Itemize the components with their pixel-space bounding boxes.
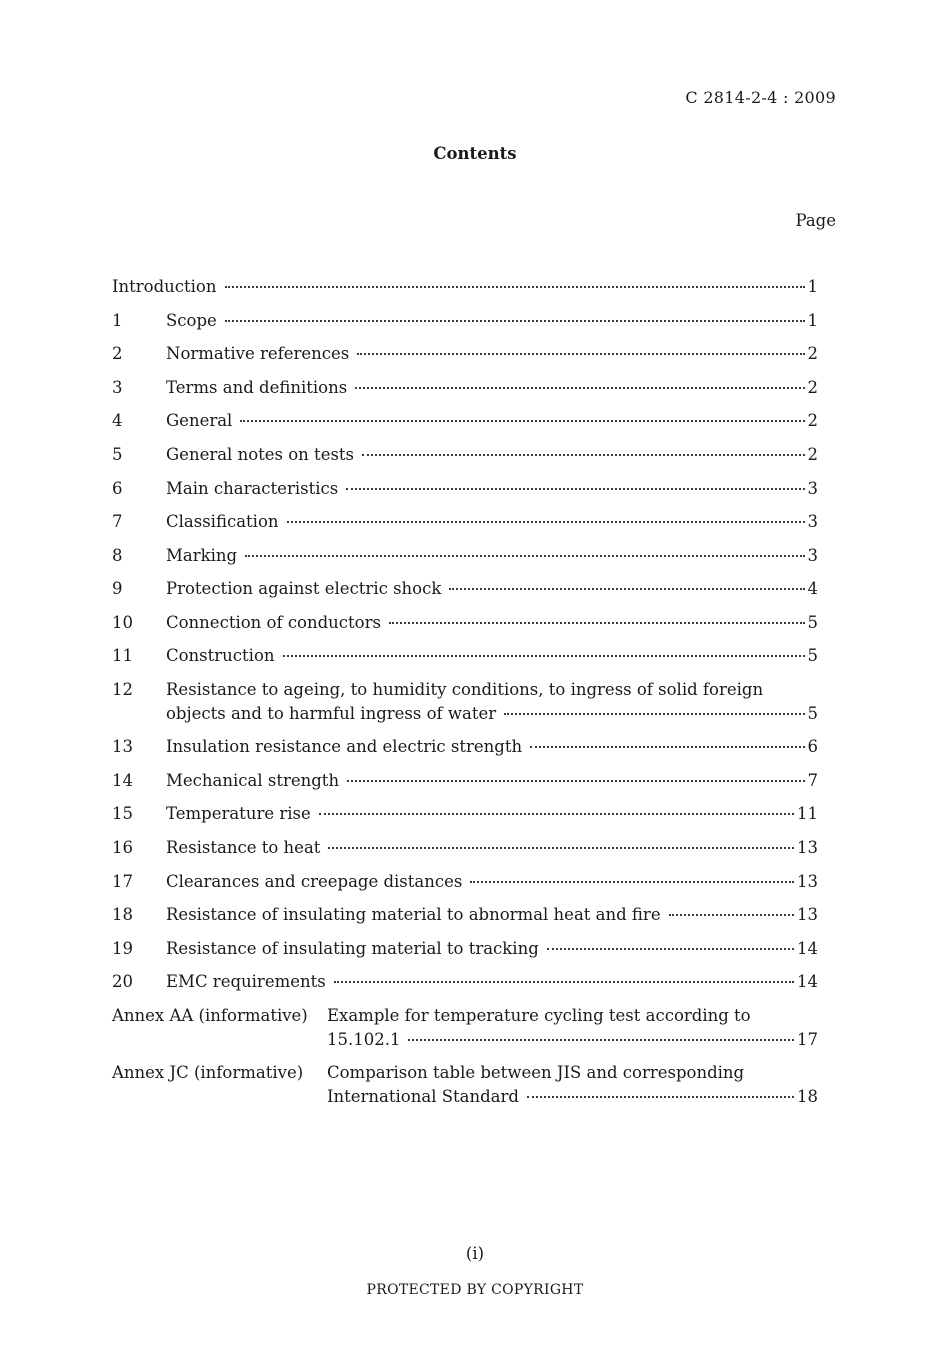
toc-entry-number: 7 [112, 512, 123, 531]
dot-leader [240, 419, 804, 422]
toc-entry[interactable] [112, 644, 818, 668]
toc-entry-number: 13 [112, 737, 133, 756]
toc-entry-page: 5 [807, 646, 818, 665]
toc-entry-title: Introduction [112, 277, 217, 296]
dot-leader [669, 913, 794, 916]
toc-entry[interactable] [112, 611, 818, 635]
toc-entry-number: 2 [112, 344, 123, 363]
dot-leader [408, 1038, 794, 1041]
toc-entry-page: 13 [797, 905, 818, 924]
toc-entry[interactable] [112, 870, 818, 894]
toc-entry-page: 7 [807, 771, 818, 790]
toc-entry-page: 3 [807, 512, 818, 531]
toc-entry[interactable] [112, 376, 818, 400]
toc-entry-page: 4 [807, 579, 818, 598]
toc-entry-title: Normative references [166, 344, 350, 363]
dot-leader [527, 1095, 794, 1098]
annex-title-line1: Comparison table between JIS and corresponding [327, 1063, 745, 1082]
toc-entry[interactable] [112, 544, 818, 568]
toc-entry-page: 14 [797, 939, 818, 958]
toc-entry-title: Resistance of insulating material to tracking [166, 939, 539, 958]
toc-entry-page: 13 [797, 872, 818, 891]
toc-entry-title: Protection against electric shock [166, 579, 442, 598]
annex-page: 18 [797, 1087, 818, 1106]
toc-entry-title: Terms and definitions [166, 378, 348, 397]
toc-entry[interactable] [112, 735, 818, 759]
toc-entry-number: 10 [112, 613, 133, 632]
toc-entry-title: Connection of conductors [166, 613, 381, 632]
document-code: C 2814-2-4 : 2009 [685, 88, 836, 107]
dot-leader [283, 654, 805, 657]
annex-title-line2: International Standard [327, 1087, 519, 1106]
toc-entry-page: 14 [797, 972, 818, 991]
toc-entry-number: 3 [112, 378, 123, 397]
dot-leader [346, 487, 804, 490]
toc-entry[interactable] [112, 510, 818, 534]
toc-entry-title: Clearances and creepage distances [166, 872, 463, 891]
toc-entry-page: 6 [807, 737, 818, 756]
toc-entry[interactable] [112, 802, 818, 826]
toc-entry-number: 1 [112, 311, 123, 330]
annex-label: Annex JC (informative) [112, 1063, 304, 1082]
dot-leader [287, 520, 805, 523]
toc-entry-number: 19 [112, 939, 133, 958]
dot-leader [319, 812, 794, 815]
toc-entry-title-line1: Resistance to ageing, to humidity conditions, to ingress of solid foreign [166, 680, 764, 699]
dot-leader [547, 947, 794, 950]
dot-leader [225, 319, 805, 322]
toc-entry-page: 5 [807, 613, 818, 632]
toc-entry-page: 11 [797, 804, 818, 823]
dot-leader [389, 621, 805, 624]
toc-entry-number: 18 [112, 905, 133, 924]
annex-title-line2: 15.102.1 [327, 1030, 401, 1049]
toc-entry-number: 5 [112, 445, 123, 464]
dot-leader [245, 554, 804, 557]
toc-entry[interactable] [112, 409, 818, 433]
toc-entry-title: EMC requirements [166, 972, 326, 991]
page-title: Contents [433, 144, 517, 163]
dot-leader [328, 846, 794, 849]
toc-entry-title: Temperature rise [166, 804, 311, 823]
toc-entry-title: General notes on tests [166, 445, 355, 464]
toc-entry-page: 2 [807, 411, 818, 430]
toc-entry-number: 8 [112, 546, 123, 565]
toc-entry-page: 3 [807, 479, 818, 498]
toc-entry[interactable] [112, 678, 818, 726]
toc-entry[interactable] [112, 903, 818, 927]
toc-entry[interactable] [112, 443, 818, 467]
toc-entry-number: 6 [112, 479, 123, 498]
toc-entry-page: 2 [807, 378, 818, 397]
toc-entry-number: 9 [112, 579, 123, 598]
dot-leader [449, 587, 804, 590]
toc-entry-page: 2 [807, 445, 818, 464]
toc-entry-title: Mechanical strength [166, 771, 340, 790]
toc-entry[interactable] [112, 836, 818, 860]
toc-entry[interactable] [112, 937, 818, 961]
toc-entry-number: 14 [112, 771, 133, 790]
toc-entry-number: 12 [112, 680, 133, 699]
toc-entry-title: Construction [166, 646, 275, 665]
annex-page: 17 [797, 1030, 818, 1049]
toc-entry-number: 16 [112, 838, 133, 857]
dot-leader [504, 712, 804, 715]
toc-entry-title: Main characteristics [166, 479, 339, 498]
dot-leader [334, 980, 794, 983]
toc-entry-number: 4 [112, 411, 123, 430]
toc-entry-page: 2 [807, 344, 818, 363]
toc-entry[interactable] [112, 477, 818, 501]
toc-entry-page: 3 [807, 546, 818, 565]
toc-entry-title: General [166, 411, 233, 430]
toc-entry[interactable] [112, 309, 818, 333]
dot-leader [362, 453, 804, 456]
toc-entry[interactable] [112, 577, 818, 601]
toc-entry-number: 15 [112, 804, 133, 823]
toc-entry-title: Marking [166, 546, 238, 565]
toc-entry-page: 1 [807, 311, 818, 330]
copyright-notice: PROTECTED BY COPYRIGHT [366, 1282, 584, 1298]
dot-leader [357, 352, 804, 355]
dot-leader [225, 285, 805, 288]
page-number: (i) [465, 1244, 485, 1263]
dot-leader [530, 745, 804, 748]
toc-entry-title: Scope [166, 311, 217, 330]
page-column-label: Page [795, 211, 836, 230]
toc-entry-title: Resistance of insulating material to abnormal heat and fire [166, 905, 661, 924]
annex-entry[interactable] [112, 1061, 818, 1109]
toc-entry-title: Resistance to heat [166, 838, 321, 857]
toc-entry-page: 1 [807, 277, 818, 296]
toc-entry[interactable] [112, 275, 818, 299]
toc-entry-page: 13 [797, 838, 818, 857]
toc-entry-title: objects and to harmful ingress of water [166, 704, 497, 723]
toc-entry-title: Insulation resistance and electric strength [166, 737, 523, 756]
annex-label: Annex AA (informative) [112, 1006, 308, 1025]
toc-entry[interactable] [112, 970, 818, 994]
toc-entry[interactable] [112, 769, 818, 793]
annex-title-line1: Example for temperature cycling test according to [327, 1006, 751, 1025]
toc-entry-page: 5 [807, 704, 818, 723]
dot-leader [470, 880, 794, 883]
dot-leader [347, 779, 804, 782]
toc-entry-number: 20 [112, 972, 133, 991]
toc-entry-number: 17 [112, 872, 133, 891]
toc-entry[interactable] [112, 342, 818, 366]
toc-entry-number: 11 [112, 646, 133, 665]
annex-entry[interactable] [112, 1004, 818, 1052]
dot-leader [355, 386, 804, 389]
toc-entry-title: Classification [166, 512, 279, 531]
